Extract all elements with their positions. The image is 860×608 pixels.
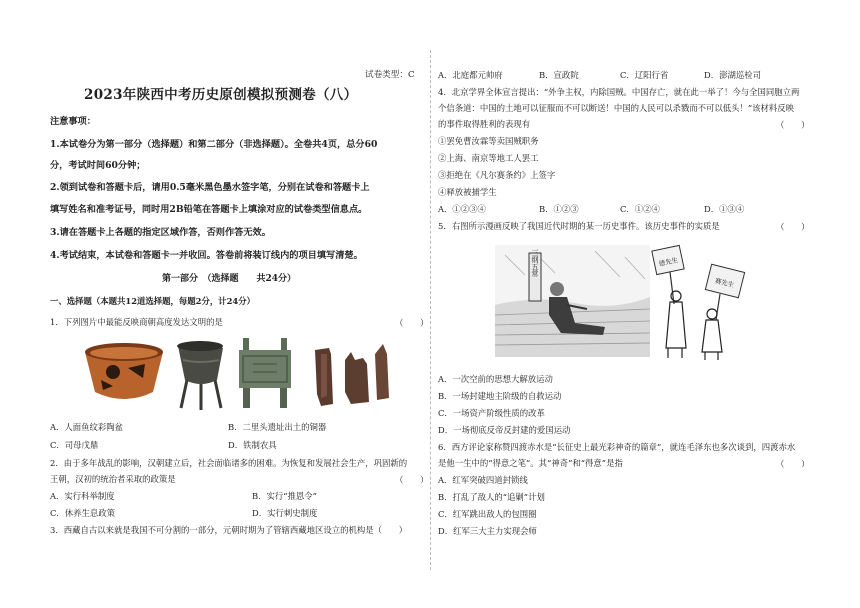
note-line: 分，考试时间60分钟； [50,160,146,171]
q2-stem-line: 王朝，汉初的统治者采取的政策是 [50,474,176,484]
q4-item: ③拒绝在《凡尔赛条约》上签字 [438,170,556,180]
q6-answer-paren: （ ） [776,459,810,469]
q5-option-b: B．一场封建地主阶级的自救运动 [438,391,562,401]
q5-option-c: C．一场资产阶级性质的改革 [438,408,545,418]
q6-option-a: A．红军突破四道封锁线 [438,475,528,485]
q2-answer-paren: （ ） [395,475,429,485]
q3-option-a: A．北庭都元帅府 [438,70,503,80]
q4-option-a: A．①②③④ [438,204,486,214]
q5-option-d: D．一场彻底反帝反封建的爱国运动 [438,425,571,435]
q1-answer-paren: （ ） [395,318,429,328]
painted-pottery-basin-image [85,343,163,399]
bronze-vessel-image [177,341,223,410]
cartoon-sign-right-2: 赛先生 [714,276,735,290]
note-line: 4.考试结束，本试卷和答题卡一并收回。答卷前将装订线内的项目填写清楚。 [50,250,363,261]
cartoon-sign-left: 三纲五常 [531,249,539,277]
q4-stem-line: 的事件取得胜利的表现有 [438,119,531,129]
q6-stem-line: 6．西方评论家称赞四渡赤水是“长征史上最光彩神奇的篇章”，就连毛泽东也多次谈到，四渡赤水 [438,442,796,452]
q6-option-c: C．红军跳出敌人的包围圈 [438,509,537,519]
q6-option-d: D．红军三大主力实现会师 [438,526,537,536]
q4-option-d: D．①③④ [704,204,745,214]
q1-option-b: B．二里头遗址出土的铜器 [228,422,327,432]
q4-option-b: B．①②③ [539,204,579,214]
q6-option-b: B．打乱了敌人的“追剿”计划 [438,492,545,502]
q4-stem-line: 4．北京学界全体宣言提出：“外争主权，内除国贼。中国存亡，就在此一举了！今与全国同胞立两 [438,87,800,97]
q4-item: ①罢免曹汝霖等卖国贼职务 [438,136,539,146]
cartoon-sign-right: 德先生 [658,256,679,268]
iron-farm-tools-image [315,344,389,406]
q2-stem-line: 2．由于多年战乱的影响，汉朝建立后，社会面临诸多的困难。为恢复和发展社会生产，巩固新的 [50,458,408,468]
q5-option-a: A．一次空前的思想大解放运动 [438,374,553,384]
q5-stem: 5．右图所示漫画反映了我国近代时期的某一历史事件。该历史事件的实质是 [438,221,720,231]
q6-stem-line: 是他一生中的“得意之笔”。其“神奇”和“得意”是指 [438,458,623,468]
q1-option-d: D．铁制农具 [228,440,277,450]
note-line: 2.领到试卷和答题卡后，请用0.5毫米黑色墨水签字笔，分别在试卷和答题卡上 [50,182,370,193]
q5-answer-paren: （ ） [776,222,810,232]
q4-option-c: C．①②④ [620,204,660,214]
page-title: 2023年陕西中考历史原创模拟预测卷（八） [84,87,358,103]
q4-answer-paren: （ ） [776,120,810,130]
q1-option-c: C．司母戊鼎 [50,440,99,450]
note-line: 填写姓名和准考证号，同时用2B铅笔在答题卡上填涂对应的试卷类型信息点。 [50,204,368,215]
q4-stem-line: 个信条道：中国的土地可以征服而不可以断送！中国的人民可以杀戮而不可以低头！”该材料反映 [438,103,795,113]
q2-option-d: D．实行刺史制度 [252,508,318,518]
q1-stem: 1．下列图片中最能反映商朝高度发达文明的是 [50,317,223,327]
q3-option-c: C．辽阳行省 [620,70,669,80]
q2-option-c: C．休养生息政策 [50,508,116,518]
q1-option-a: A．人面鱼纹彩陶盆 [50,422,124,432]
q1-images [83,334,398,412]
q3-option-b: B．宣政院 [539,70,579,80]
note-line: 3.请在答题卡上各题的指定区域作答，否则作答无效。 [50,227,271,238]
q3-stem: 3．西藏自古以来就是我国不可分割的一部分，元朝时期为了管辖西藏地区设立的机构是（ ） [50,525,408,535]
column-divider [430,50,431,570]
part1-heading: 第一部分 （选择题 共24分） [162,274,297,284]
notes-heading: 注意事项： [50,116,96,127]
q5-cartoon-left [495,245,650,357]
simuwu-ding-image [239,338,291,408]
section-heading: 一、选择题（本题共12道选择题，每题2分，计24分） [50,296,256,306]
q4-item: ④释放被捕学生 [438,187,497,197]
q3-option-d: D．澎湖巡检司 [704,70,761,80]
paper-type: 试卷类型：C [365,70,415,80]
q2-option-b: B．实行“推恩令” [252,491,317,501]
q2-option-a: A．实行科举制度 [50,491,115,501]
note-line: 1.本试卷分为第一部分（选择题）和第二部分（非选择题）。全卷共4页，总分60 [50,139,378,150]
q5-cartoon-right [650,240,750,362]
q4-item: ②上海、南京等地工人罢工 [438,153,539,163]
